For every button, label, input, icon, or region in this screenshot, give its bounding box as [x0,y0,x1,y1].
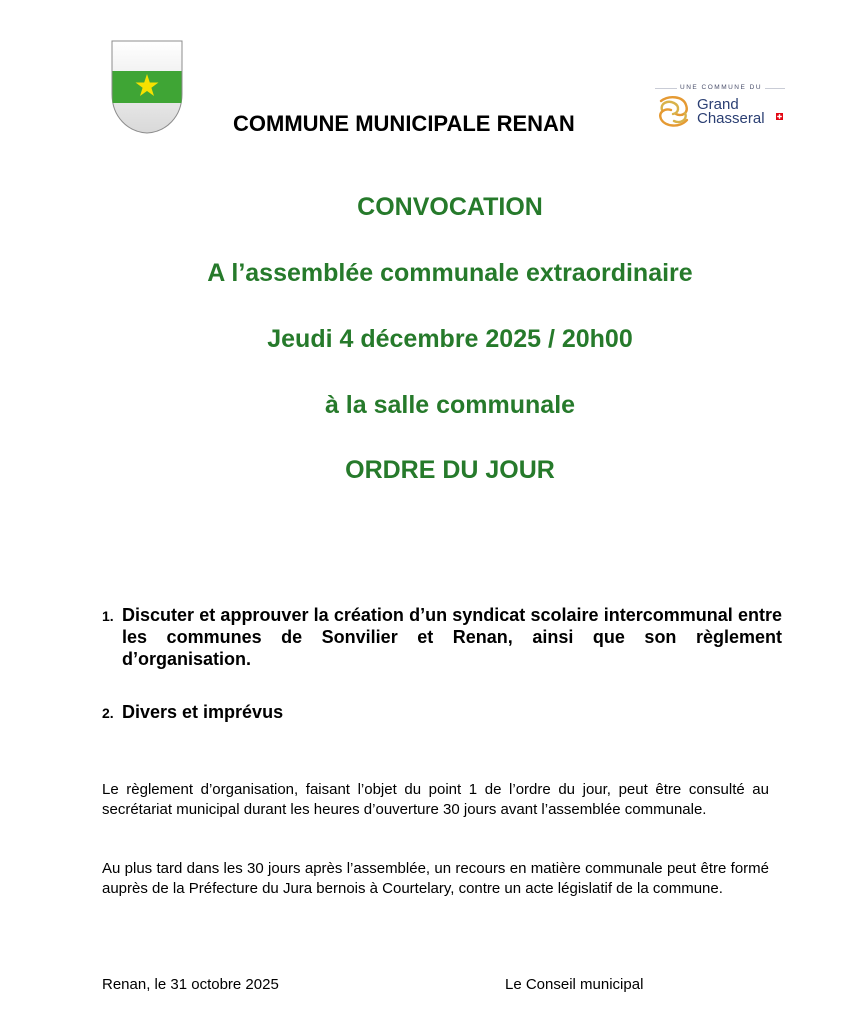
agenda-item [102,604,782,670]
swiss-flag-icon [776,113,783,120]
meeting-place-heading: à la salle communale [324,391,576,419]
consultation-paragraph: Le règlement d’organisation, faisant l’objet du point 1 de l’ordre du jour, peut être consulté au secrétariat municipal durant les heures d’ouverture 30 jours avant l’assemblée communale. [102,781,769,818]
appeal-paragraph: Au plus tard dans les 30 jours après l’assemblée, un recours en matière communale peut être formé auprès de la Préfecture du Jura bernois à Courtelary, contre un acte législatif de la commune. [102,860,769,897]
assembly-heading: A l’assemblée communale extraordinaire [207,259,693,287]
agenda-list [102,604,782,723]
place-date: Renan, le 31 octobre 2025 [102,976,279,993]
agenda-item-number: 2. [102,705,114,721]
agenda-item [102,701,782,723]
grand-chasseral-logo [655,84,785,132]
convocation-heading: CONVOCATION [357,193,543,221]
meeting-date-heading: Jeudi 4 décembre 2025 / 20h00 [267,325,633,353]
signatory: Le Conseil municipal [505,976,644,993]
agenda-item-text: Discuter et approuver la création d’un syndicat scolaire intercommunal entre les communes de Sonvilier et Renan, ainsi que son règlement d’organisation. [122,605,782,669]
agenda-item-number: 1. [102,608,114,624]
logo-name-line2: Chasseral [697,110,765,127]
coat-of-arms-logo [111,40,183,134]
agenda-item-text: Divers et imprévus [122,702,284,722]
spiral-emblem-icon [655,93,693,131]
logo-tagline: UNE COMMUNE DU [677,84,765,91]
logo-name-line1: Grand [697,96,739,113]
agenda-heading: ORDRE DU JOUR [345,456,555,484]
commune-title: COMMUNE MUNICIPALE RENAN [233,111,575,136]
